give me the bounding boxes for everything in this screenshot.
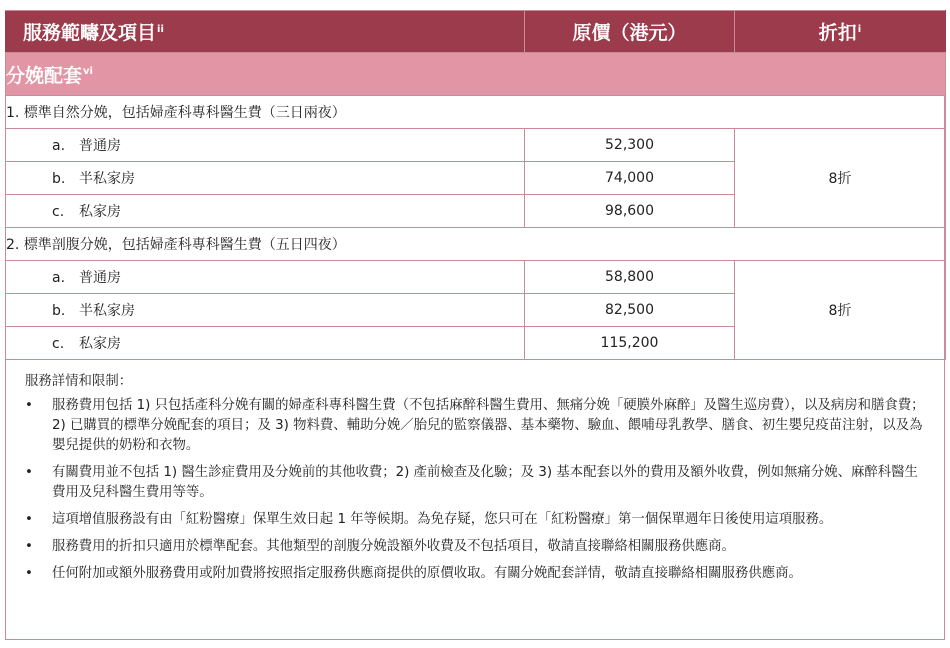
table-row — [6, 261, 946, 294]
bullet: • — [25, 465, 33, 480]
room-letter: a. — [52, 138, 66, 154]
room-letter: c. — [52, 204, 65, 220]
room-cell — [6, 162, 525, 195]
price-cell: 82,500 — [525, 294, 735, 327]
room-name: 普通房 — [79, 138, 121, 154]
room-letter: c. — [52, 336, 65, 352]
price-cell: 52,300 — [525, 129, 735, 162]
bullet: • — [25, 539, 33, 554]
bullet: • — [25, 512, 33, 527]
room-cell — [6, 195, 525, 228]
list-item — [25, 564, 925, 584]
list-item — [25, 537, 925, 557]
discount-cell: 8折 — [735, 261, 946, 360]
note-text: 任何附加或額外服務費用或附加費將按照指定服務供應商提供的原價收取。有關分娩配套詳情，敬請直接聯絡相關服務供應商。 — [52, 566, 802, 581]
room-letter: b. — [52, 171, 66, 187]
header-service: 服務範疇及項目$^{ii}$ — [6, 11, 525, 53]
pricing-table — [5, 10, 946, 360]
room-name: 私家房 — [79, 336, 121, 352]
bullet: • — [25, 566, 33, 581]
bullet: • — [25, 398, 33, 413]
price-cell: 74,000 — [525, 162, 735, 195]
table-header-row — [6, 11, 946, 53]
room-letter: b. — [52, 303, 66, 319]
note-text: 服務費用包括 1) 只包括產科分娩有關的婦產科專科醫生費（不包括麻醉科醫生費用、無痛分娩「硬膜外麻醉」及醫生巡房費），以及病房和膳食費；2) 已購買的標準分娩配套的項目；及 3) 物料費、輔助分娩／胎兒的監察儀器、基本藥物、驗血、餵哺母乳教學、膳食、初生嬰兒疫苗注射，以及為嬰兒提供的奶粉和衣物。 — [52, 398, 925, 453]
section-title: 2. 標準剖腹分娩，包括婦產科專科醫生費（五日四夜） — [6, 228, 946, 261]
room-name: 私家房 — [79, 204, 121, 220]
note-text: 服務費用的折扣只適用於標準配套。其他類型的剖腹分娩設額外收費及不包括項目，敬請直接聯絡相關服務供應商。 — [52, 539, 735, 554]
header-discount: 折扣$^i$ — [735, 11, 946, 53]
discount-cell: 8折 — [735, 129, 946, 228]
room-cell — [6, 294, 525, 327]
room-name: 半私家房 — [79, 171, 135, 187]
room-cell — [6, 261, 525, 294]
room-cell — [6, 129, 525, 162]
header-service-footnote: ii — [157, 23, 164, 35]
room-cell — [6, 327, 525, 360]
price-cell: 98,600 — [525, 195, 735, 228]
header-discount-footnote: i — [857, 23, 862, 35]
category-footnote: vi — [83, 66, 93, 78]
note-text: 這項增值服務設有由「紅粉醫療」保單生效日起 1 年等候期。為免存疑，您只可在「紅粉醫療」第一個保單週年日後使用這項服務。 — [52, 512, 833, 527]
category-row — [6, 53, 946, 96]
room-name: 普通房 — [79, 270, 121, 286]
section-row — [6, 228, 946, 261]
price-cell: 115,200 — [525, 327, 735, 360]
notes-title: 服務詳情和限制： — [25, 374, 133, 389]
note-text: 有關費用並不包括 1) 醫生診症費用及分娩前的其他收費；2) 產前檢查及化驗；及 3) 基本配套以外的費用及額外收費，例如無痛分娩、麻醉科醫生費用及兒科醫生費用等等。 — [52, 465, 918, 500]
price-cell: 58,800 — [525, 261, 735, 294]
list-item — [25, 510, 925, 530]
table-row — [6, 129, 946, 162]
list-item — [25, 396, 925, 456]
service-notes — [5, 362, 945, 640]
room-letter: a. — [52, 270, 66, 286]
section-row — [6, 96, 946, 129]
section-title: 1. 標準自然分娩，包括婦產科專科醫生費（三日兩夜） — [6, 96, 946, 129]
category-label: 分娩配套$^{vi}$ — [6, 53, 946, 96]
room-name: 半私家房 — [79, 303, 135, 319]
notes-list — [25, 396, 925, 584]
header-price: 原價（港元） — [525, 11, 735, 53]
list-item — [25, 463, 925, 503]
